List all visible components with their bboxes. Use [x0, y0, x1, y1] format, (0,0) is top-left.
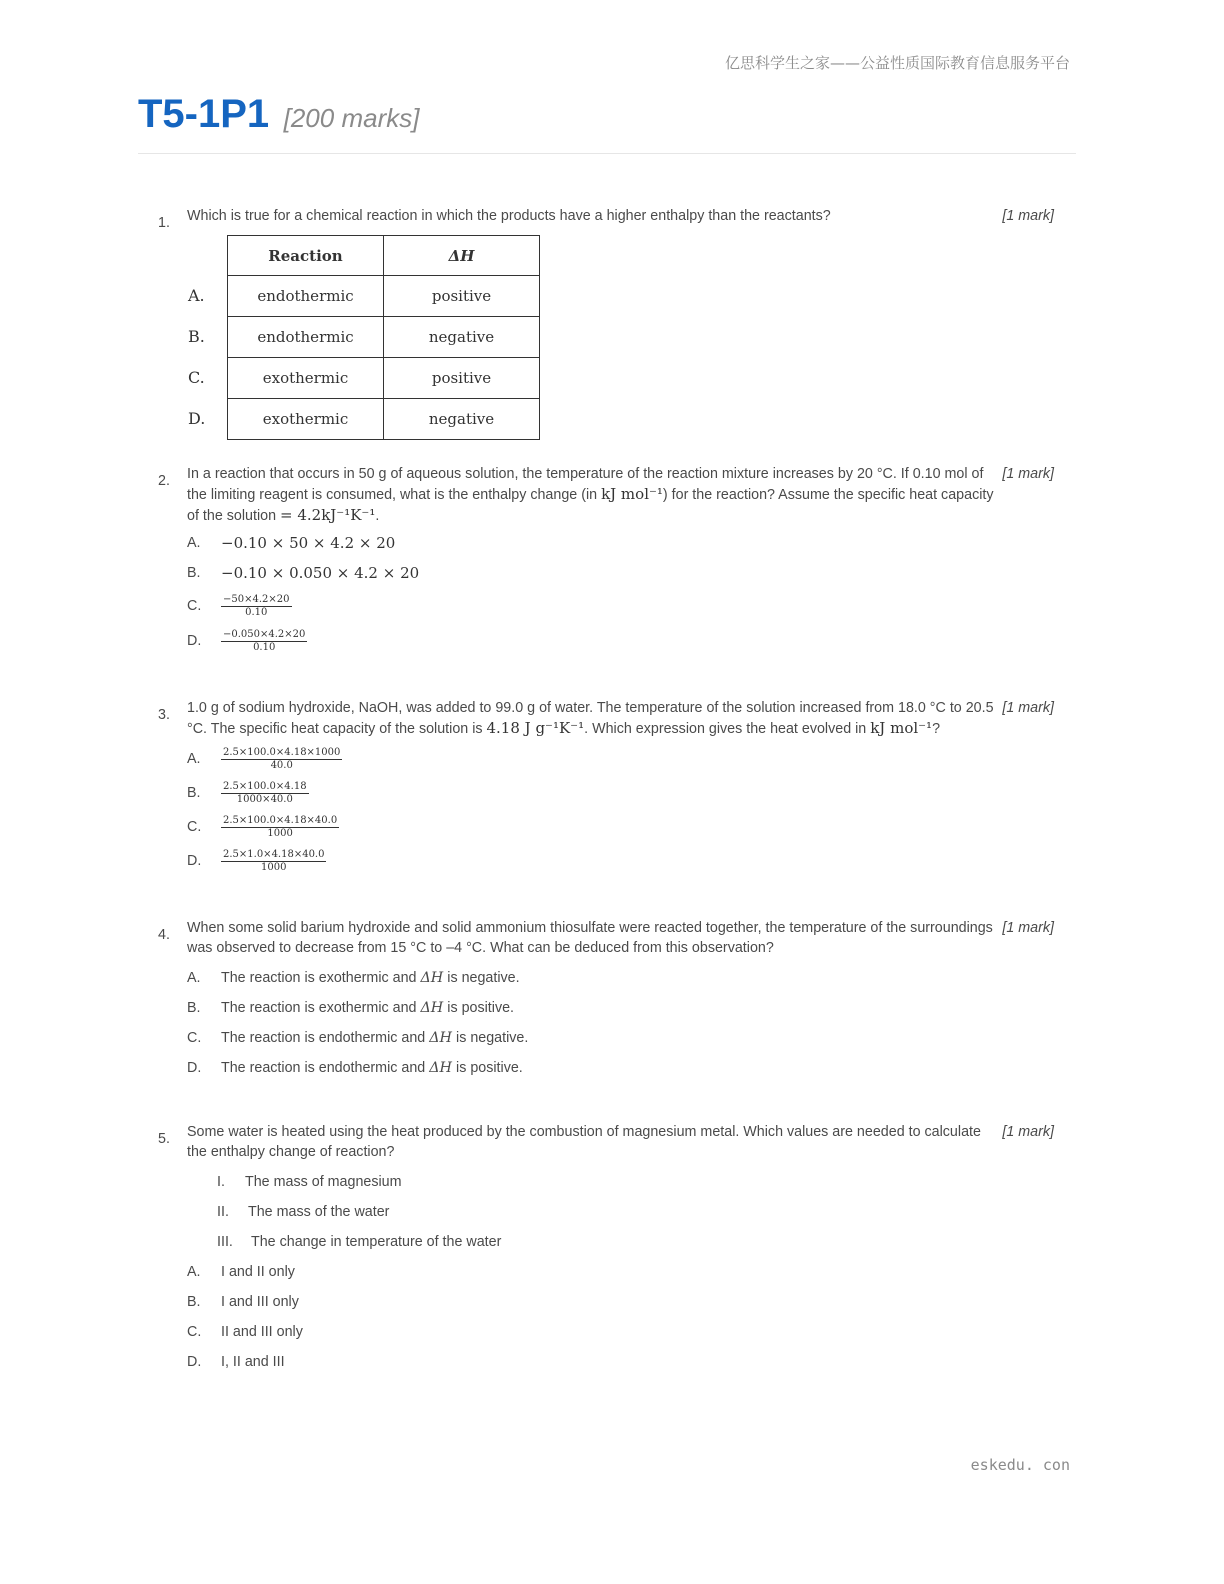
question-text: When some solid barium hydroxide and solid ammonium thiosulfate were reacted together, the temperature of the surroundings was observed to decrease from 15 °C to –4 °C. What can be deduced from this observation? [187, 920, 993, 956]
question-mark: [1 mark] [1002, 466, 1054, 482]
question-mark: [1 mark] [1002, 700, 1054, 716]
table-cell: endothermic [228, 276, 384, 317]
unit-kj-mol: kJ mol⁻¹ [601, 485, 663, 503]
table-cell: exothermic [228, 399, 384, 440]
question-number: 2. [158, 473, 170, 489]
question-5 [158, 1122, 1058, 1382]
title-row [138, 92, 1076, 154]
table-header-row [187, 236, 540, 276]
table-corner [187, 236, 228, 276]
table-header-reaction: Reaction [228, 236, 384, 276]
option-d[interactable]: D. I, II and III [187, 1354, 285, 1370]
option-c[interactable]: C. II and III only [187, 1324, 303, 1340]
option-c[interactable]: C. The reaction is endothermic and ΔH is negative. [187, 1030, 529, 1046]
table-header-dh: ΔH [384, 236, 540, 276]
question-3 [158, 698, 1058, 888]
option-b[interactable]: B. −0.10 × 0.050 × 4.2 × 20 [187, 564, 420, 582]
question-1 [158, 206, 1058, 428]
question-text: Which is true for a chemical reaction in which the products have a higher enthalpy than the reactants? [187, 208, 831, 224]
table-cell: endothermic [228, 317, 384, 358]
question-number: 3. [158, 707, 170, 723]
option-d[interactable]: D. The reaction is endothermic and ΔH is positive. [187, 1060, 523, 1076]
table-cell: exothermic [228, 358, 384, 399]
option-b[interactable]: B. $\frac{2.5\times 100.0\times 4.18}{1000\times 40.0}$ [187, 780, 307, 805]
question-mark: [1 mark] [1002, 208, 1054, 224]
option-a[interactable]: A. I and II only [187, 1264, 295, 1280]
table-row[interactable] [187, 399, 540, 440]
question-text: Some water is heated using the heat produced by the combustion of magnesium metal. Which values are needed to calculate the enthalpy change of reaction? [187, 1124, 981, 1160]
question-2 [158, 464, 1058, 664]
table-cell: positive [384, 358, 540, 399]
footer-note: eskedu. con [970, 1456, 1070, 1474]
statement-1: I. The mass of magnesium [217, 1174, 402, 1190]
option-a[interactable]: A. The reaction is exothermic and ΔH is negative. [187, 970, 520, 986]
question-number: 5. [158, 1131, 170, 1147]
option-a[interactable]: A. −0.10 × 50 × 4.2 × 20 [187, 534, 396, 552]
question-4 [158, 918, 1058, 1083]
table-cell: negative [384, 317, 540, 358]
answer-table [187, 235, 540, 440]
option-letter: A. [188, 286, 205, 305]
table-cell: positive [384, 276, 540, 317]
option-letter: B. [188, 327, 205, 346]
option-d[interactable]: D. $\frac{-0.050\times 4.2\times 20}{0.10}$ [187, 628, 306, 653]
header-note: 亿思科学生之家——公益性质国际教育信息服务平台 [724, 54, 1070, 72]
question-text: In a reaction that occurs in 50 g of aqueous solution, the temperature of the reaction mixture increases by 20 °C. If 0.10 mol of the limiting reagent is consumed, what is the enthalpy change (in kJ mol⁻¹) for the reaction? Assume the specific heat capacity of the solution = 4.2kJ⁻¹K⁻¹. [187, 466, 994, 524]
question-mark: [1 mark] [1002, 1124, 1054, 1140]
option-b[interactable]: B. I and III only [187, 1294, 299, 1310]
question-number: 4. [158, 927, 170, 943]
question-mark: [1 mark] [1002, 920, 1054, 936]
option-letter: D. [188, 409, 206, 428]
table-cell: negative [384, 399, 540, 440]
question-number: 1. [158, 215, 170, 231]
table-row[interactable] [187, 317, 540, 358]
heat-capacity-value: 4.18 J g⁻¹K⁻¹ [486, 719, 585, 737]
unit-kj-mol: kJ mol⁻¹ [870, 719, 933, 737]
option-d[interactable]: D. $\frac{2.5\times 1.0\times 4.18\times 40.0}{1000}$ [187, 848, 325, 873]
statement-3: III. The change in temperature of the water [217, 1234, 502, 1250]
question-text: 1.0 g of sodium hydroxide, NaOH, was added to 99.0 g of water. The temperature of the solution increased from 18.0 °C to 20.5 °C. The specific heat capacity of the solution is 4.18 J g⁻¹K⁻¹. Which expression gives the heat evolved in kJ mol⁻¹? [187, 700, 994, 737]
page-title: T5-1P1 [138, 92, 270, 136]
statement-2: II. The mass of the water [217, 1204, 390, 1220]
heat-capacity-value: = 4.2kJ⁻¹K⁻¹ [280, 506, 376, 524]
option-c[interactable]: C. $\frac{2.5\times 100.0\times 4.18\times 40.0}{1000}$ [187, 814, 338, 839]
table-row[interactable] [187, 358, 540, 399]
option-a[interactable]: A. $\frac{2.5\times 100.0\times 4.18\times 1000}{40.0}$ [187, 746, 341, 771]
option-b[interactable]: B. The reaction is exothermic and ΔH is positive. [187, 1000, 515, 1016]
option-c[interactable]: C. $\frac{-50\times 4.2\times 20}{0.10}$ [187, 593, 290, 618]
marks-total: [200 marks] [283, 103, 420, 133]
table-row[interactable] [187, 276, 540, 317]
option-letter: C. [188, 368, 205, 387]
